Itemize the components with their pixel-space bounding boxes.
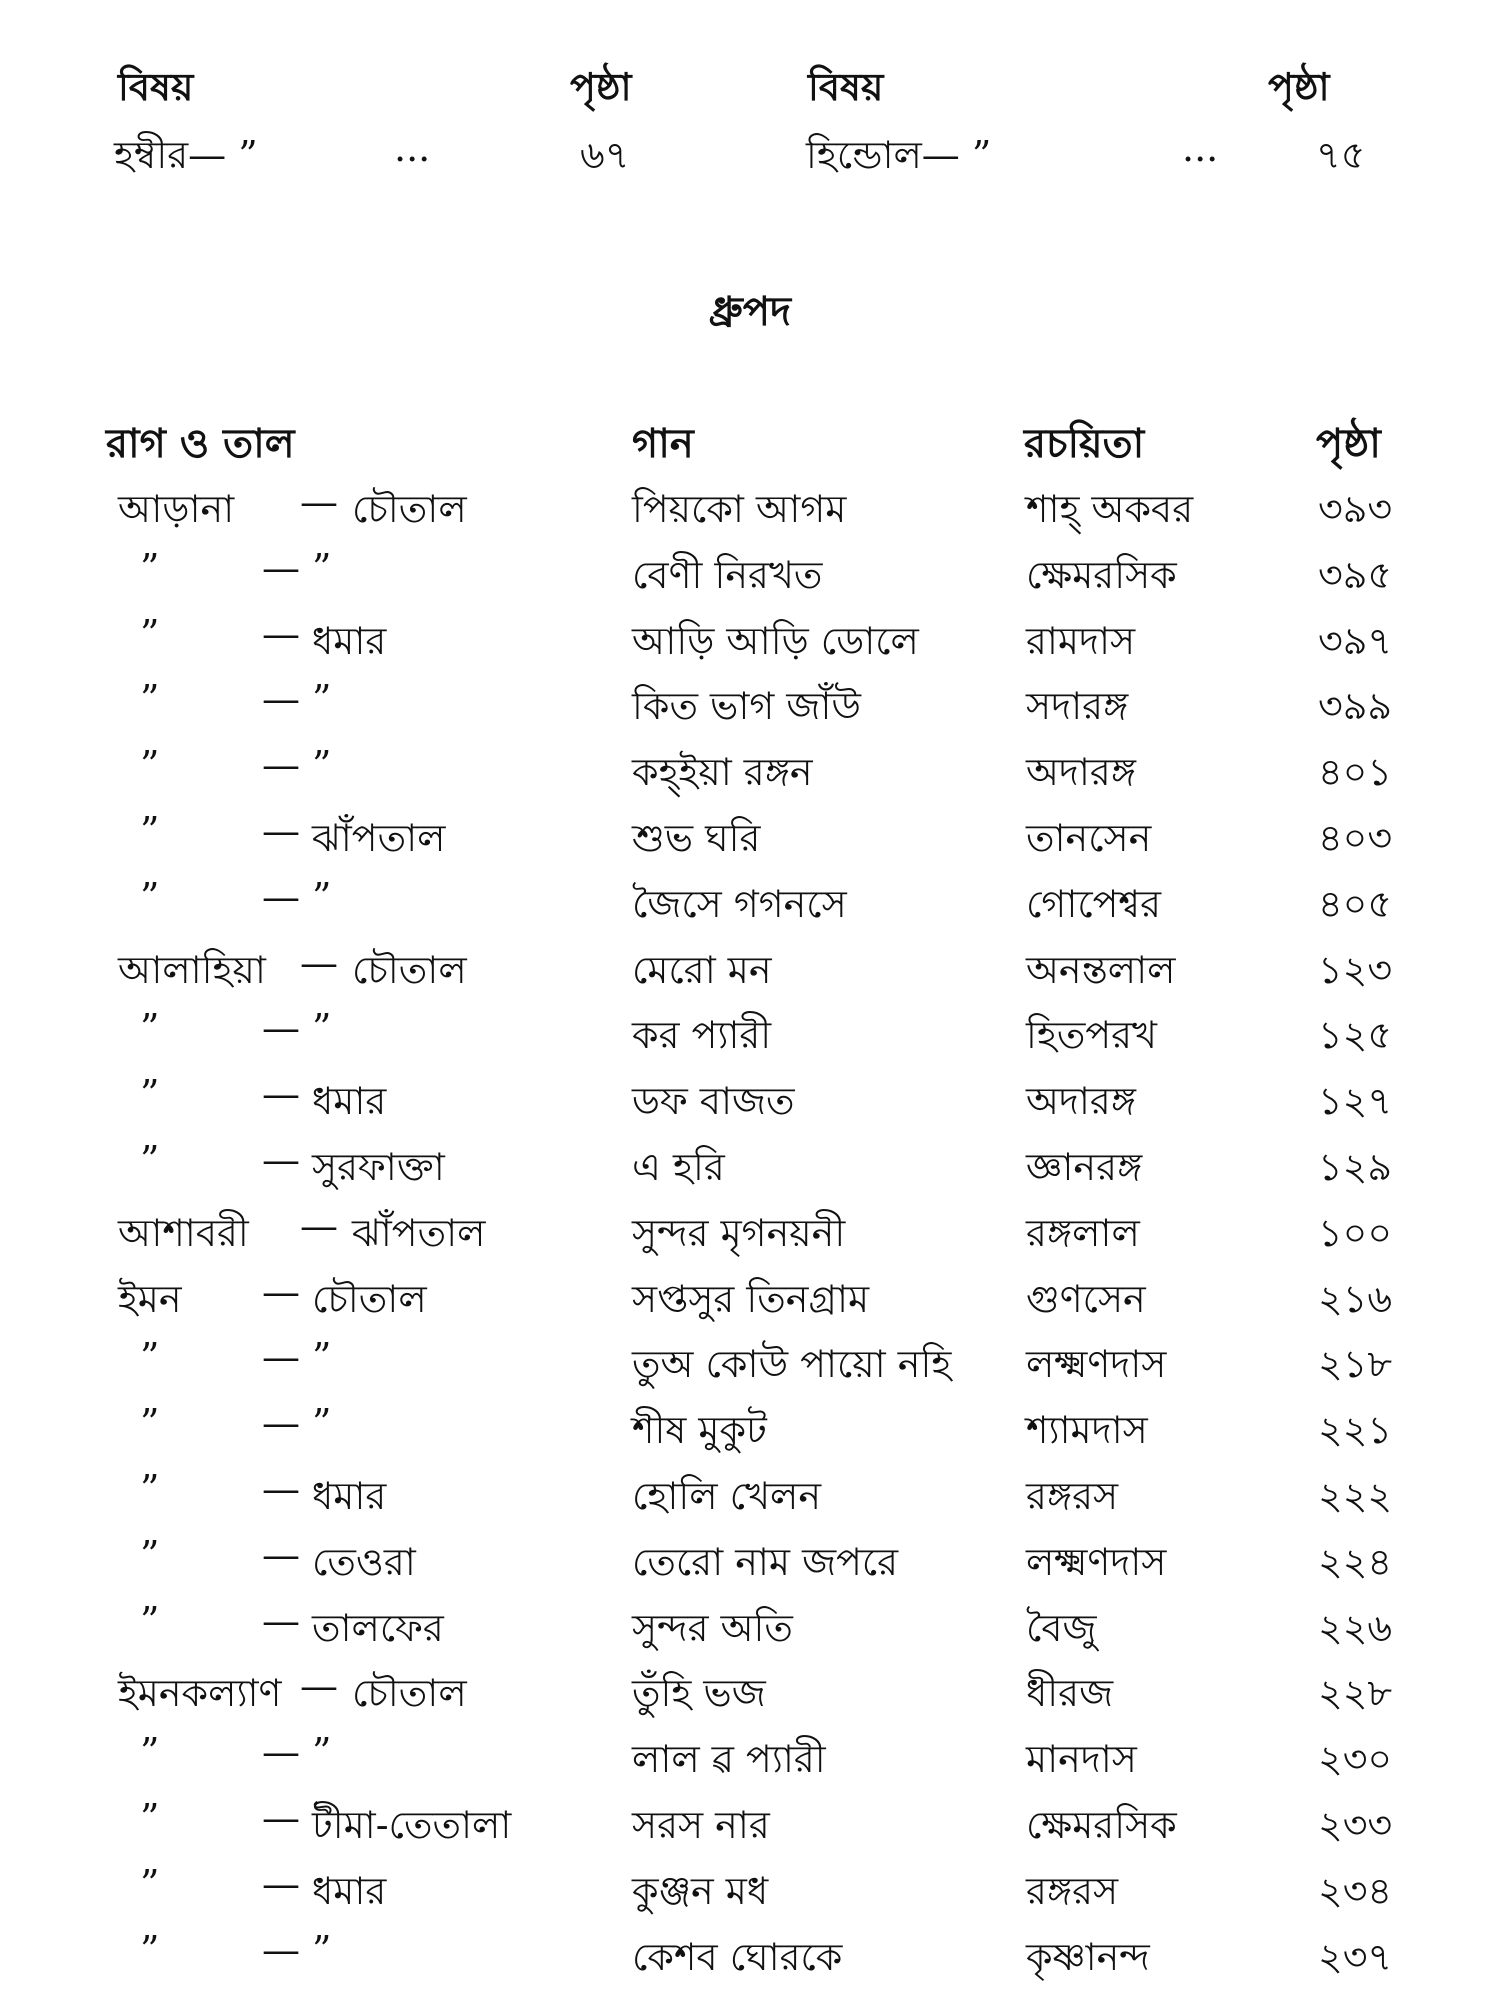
table-row: [0, 1856, 1500, 1922]
dash-cell: —: [262, 1006, 300, 1051]
table-row: [0, 606, 1500, 672]
page-number-cell: ৪০১: [1318, 750, 1393, 795]
composer-cell: ধীরজ: [1026, 1671, 1114, 1716]
song-header: গান: [632, 420, 694, 467]
page-number-cell: ২১৮: [1318, 1342, 1393, 1387]
page-number-cell: ১২৭: [1318, 1079, 1393, 1124]
song-cell: তুঅ কোউ পায়ো নহি: [632, 1342, 952, 1387]
raga-cell: আলাহিয়া: [118, 947, 266, 992]
dash-cell: —: [262, 1137, 300, 1182]
composer-cell: রঙ্গরস: [1026, 1473, 1119, 1518]
dash-cell: —: [262, 677, 300, 722]
table-row: [0, 1922, 1500, 1988]
tala-cell: ধমার: [312, 1473, 387, 1518]
tala-cell: ধমার: [312, 618, 387, 663]
raga-cell: ”: [140, 1466, 160, 1511]
dash-cell: —: [262, 1598, 300, 1643]
song-cell: লাল ৱ প্যারী: [632, 1737, 826, 1782]
table-row: [0, 474, 1500, 540]
song-cell: সরস নার: [632, 1802, 770, 1847]
right-subject-entry: হিন্ডোল— ”: [806, 133, 992, 177]
song-cell: শুভ ঘরি: [632, 815, 761, 860]
composer-cell: গোপেশ্বর: [1026, 881, 1162, 926]
table-row: [0, 1329, 1500, 1395]
table-row: [0, 1198, 1500, 1264]
tala-cell: ”: [312, 1401, 332, 1446]
composer-cell: অদারঙ্গ: [1026, 1079, 1136, 1124]
tala-cell: ”: [312, 743, 332, 788]
table-row: [0, 1658, 1500, 1724]
tala-cell: চৌতাল: [312, 1276, 427, 1321]
composer-cell: হিতপরখ: [1026, 1013, 1157, 1058]
page-number-cell: ১২৩: [1318, 947, 1393, 992]
page-number-cell: ১০০: [1318, 1210, 1393, 1255]
right-subject-header: বিষয়: [808, 64, 884, 109]
composer-cell: লক্ষ্মণদাস: [1026, 1539, 1167, 1584]
dash-cell: —: [262, 545, 300, 590]
page-number-cell: ২২১: [1318, 1408, 1393, 1453]
raga-cell: ”: [140, 1006, 160, 1051]
table-row: [0, 1790, 1500, 1856]
section-title: ধ্রুপদ: [708, 288, 792, 335]
table-row: [0, 1066, 1500, 1132]
song-cell: সুন্দর মৃগনয়নী: [632, 1210, 846, 1255]
composer-cell: তানসেন: [1026, 815, 1152, 860]
dash-cell: —: [262, 611, 300, 656]
index-table: [0, 474, 1500, 1987]
composer-cell: শ্যামদাস: [1026, 1408, 1148, 1453]
dash-cell: —: [300, 940, 338, 985]
dash-cell: —: [262, 1795, 300, 1840]
song-cell: বেণী নিরখত: [632, 552, 823, 597]
raga-cell: ”: [140, 1401, 160, 1446]
composer-cell: জ্ঞানরঙ্গ: [1026, 1144, 1143, 1189]
composer-cell: লক্ষ্মণদাস: [1026, 1342, 1167, 1387]
composer-cell: কৃষ্ণানন্দ: [1026, 1934, 1150, 1979]
raga-cell: ”: [140, 1532, 160, 1577]
table-row: [0, 1724, 1500, 1790]
song-cell: তেরো নাম জপরে: [632, 1539, 899, 1584]
page-number-cell: ২২৮: [1318, 1671, 1393, 1716]
left-subject-entry: হম্বীর— ”: [114, 133, 258, 177]
dash-cell: —: [262, 1927, 300, 1972]
song-cell: এ হরি: [632, 1144, 725, 1189]
song-cell: আড়ি আড়ি ডোলে: [632, 618, 919, 663]
table-row: [0, 935, 1500, 1001]
raga-cell: ”: [140, 1861, 160, 1906]
tala-cell: ”: [312, 1006, 332, 1051]
page-number-cell: ২১৬: [1318, 1276, 1393, 1321]
raga-cell: আশাবরী: [118, 1210, 249, 1255]
raga-cell: ”: [140, 1927, 160, 1972]
song-cell: কর প্যারী: [632, 1013, 772, 1058]
tala-cell: ঝাঁপতাল: [352, 1210, 486, 1255]
composer-cell: ক্ষেমরসিক: [1026, 1802, 1177, 1847]
tala-cell: ”: [312, 545, 332, 590]
table-row: [0, 1395, 1500, 1461]
tala-cell: ধমার: [312, 1079, 387, 1124]
song-cell: জৈসে গগনসে: [632, 881, 847, 926]
table-row: [0, 671, 1500, 737]
song-cell: কহ্‌ইয়া রঙ্গন: [632, 750, 813, 795]
song-cell: তুঁহি ভজ: [632, 1671, 766, 1716]
page-number-cell: ৪০৫: [1318, 881, 1393, 926]
dash-cell: —: [262, 874, 300, 919]
tala-cell: টীমা-তেতালা: [312, 1802, 512, 1847]
dash-cell: —: [262, 1861, 300, 1906]
right-page-header: পৃষ্ঠা: [1268, 64, 1330, 109]
page-number-cell: ২৩৩: [1318, 1802, 1393, 1847]
dash-cell: —: [262, 743, 300, 788]
tala-cell: চৌতাল: [352, 487, 467, 531]
dash-cell: —: [262, 1532, 300, 1577]
composer-cell: গুণসেন: [1026, 1276, 1146, 1321]
page-number-cell: ৩৯৩: [1318, 487, 1393, 531]
page-number-cell: ৪০৩: [1318, 815, 1393, 860]
raga-cell: ইমন: [118, 1276, 182, 1321]
table-row: [0, 737, 1500, 803]
left-leader-dots: ...: [394, 126, 431, 170]
song-cell: কিত ভাগ জাঁউ: [632, 684, 861, 729]
tala-cell: তালফের: [312, 1605, 444, 1650]
page-number-cell: ২৩৭: [1318, 1934, 1393, 1979]
page-number-cell: ২২৬: [1318, 1605, 1393, 1650]
composer-cell: ক্ষেমরসিক: [1026, 552, 1177, 597]
composer-cell: অনন্তলাল: [1026, 947, 1176, 992]
left-page-header: পৃষ্ঠা: [570, 64, 632, 109]
page-number-cell: ১২৯: [1318, 1144, 1393, 1189]
table-row: [0, 540, 1500, 606]
table-row: [0, 1264, 1500, 1330]
dash-cell: —: [300, 1664, 338, 1709]
raga-cell: ”: [140, 743, 160, 788]
raga-cell: আড়ানা: [118, 487, 235, 531]
raga-cell: ”: [140, 677, 160, 722]
page-number-cell: ২২৪: [1318, 1539, 1393, 1584]
tala-cell: ”: [312, 677, 332, 722]
tala-cell: চৌতাল: [352, 947, 467, 992]
page-header: পৃষ্ঠা: [1316, 420, 1381, 467]
dash-cell: —: [262, 1466, 300, 1511]
table-header: [0, 412, 1500, 468]
raga-cell: ”: [140, 1335, 160, 1380]
page-number-cell: ৩৯৯: [1318, 684, 1393, 729]
tala-cell: ”: [312, 1730, 332, 1775]
song-cell: শীষ মুকুট: [632, 1408, 767, 1453]
composer-cell: শাহ্ অকবর: [1026, 487, 1194, 531]
dash-cell: —: [262, 1730, 300, 1775]
tala-cell: ধমার: [312, 1868, 387, 1913]
raga-cell: ”: [140, 1598, 160, 1643]
composer-cell: রঙ্গরস: [1026, 1868, 1119, 1913]
continuation-row: [0, 126, 1500, 186]
raga-cell: ”: [140, 1795, 160, 1840]
table-row: [0, 869, 1500, 935]
song-cell: ডফ বাজত: [632, 1079, 795, 1124]
page-number-cell: ১২৫: [1318, 1013, 1393, 1058]
table-row: [0, 1527, 1500, 1593]
raga-cell: ”: [140, 1137, 160, 1182]
dash-cell: —: [300, 1203, 338, 1248]
song-cell: হোলি খেলন: [632, 1473, 822, 1518]
composer-cell: অদারঙ্গ: [1026, 750, 1136, 795]
raga-cell: ইমনকল্যাণ: [118, 1671, 282, 1716]
dash-cell: —: [300, 480, 338, 524]
song-cell: মেরো মন: [632, 947, 772, 992]
table-row: [0, 803, 1500, 869]
tala-cell: ”: [312, 1335, 332, 1380]
composer-cell: রঙ্গলাল: [1026, 1210, 1140, 1255]
table-row: [0, 1000, 1500, 1066]
dash-cell: —: [262, 808, 300, 853]
raga-cell: ”: [140, 1730, 160, 1775]
dash-cell: —: [262, 1269, 300, 1314]
tala-cell: চৌতাল: [352, 1671, 467, 1716]
dash-cell: —: [262, 1335, 300, 1380]
table-row: [0, 1593, 1500, 1659]
raga-cell: ”: [140, 1072, 160, 1117]
composer-cell: রামদাস: [1026, 618, 1136, 663]
song-cell: পিয়কো আগম: [632, 487, 847, 531]
page-number-cell: ২৩০: [1318, 1737, 1393, 1782]
song-cell: কেশব ঘোরকে: [632, 1934, 843, 1979]
song-cell: সুন্দর অতি: [632, 1605, 793, 1650]
page-number-cell: ৩৯৫: [1318, 552, 1393, 597]
tala-cell: ”: [312, 874, 332, 919]
raga-tala-header: রাগ ও তাল: [106, 420, 295, 467]
raga-cell: ”: [140, 545, 160, 590]
right-page-number: ৭৫: [1316, 133, 1366, 177]
table-row: [0, 1461, 1500, 1527]
composer-cell: বৈজু: [1026, 1605, 1097, 1650]
composer-header: রচয়িতা: [1024, 420, 1145, 467]
tala-cell: ”: [312, 1927, 332, 1972]
page-number-cell: ২২২: [1318, 1473, 1393, 1518]
song-cell: কুঞ্জন মধ: [632, 1868, 769, 1913]
composer-cell: সদারঙ্গ: [1026, 684, 1129, 729]
left-page-number: ৬৭: [580, 133, 630, 177]
tala-cell: সুরফাক্তা: [312, 1144, 445, 1189]
song-cell: সপ্তসুর তিনগ্রাম: [632, 1276, 870, 1321]
dash-cell: —: [262, 1401, 300, 1446]
left-subject-header: বিষয়: [118, 64, 194, 109]
composer-cell: মানদাস: [1026, 1737, 1137, 1782]
page-number-cell: ৩৯৭: [1318, 618, 1393, 663]
page-number-cell: ২৩৪: [1318, 1868, 1393, 1913]
tala-cell: তেওরা: [312, 1539, 416, 1584]
tala-cell: ঝাঁপতাল: [312, 815, 446, 860]
dash-cell: —: [262, 1072, 300, 1117]
raga-cell: ”: [140, 874, 160, 919]
raga-cell: ”: [140, 611, 160, 656]
raga-cell: ”: [140, 808, 160, 853]
table-row: [0, 1132, 1500, 1198]
continuation-header: [0, 58, 1500, 118]
right-leader-dots: ...: [1182, 126, 1219, 170]
